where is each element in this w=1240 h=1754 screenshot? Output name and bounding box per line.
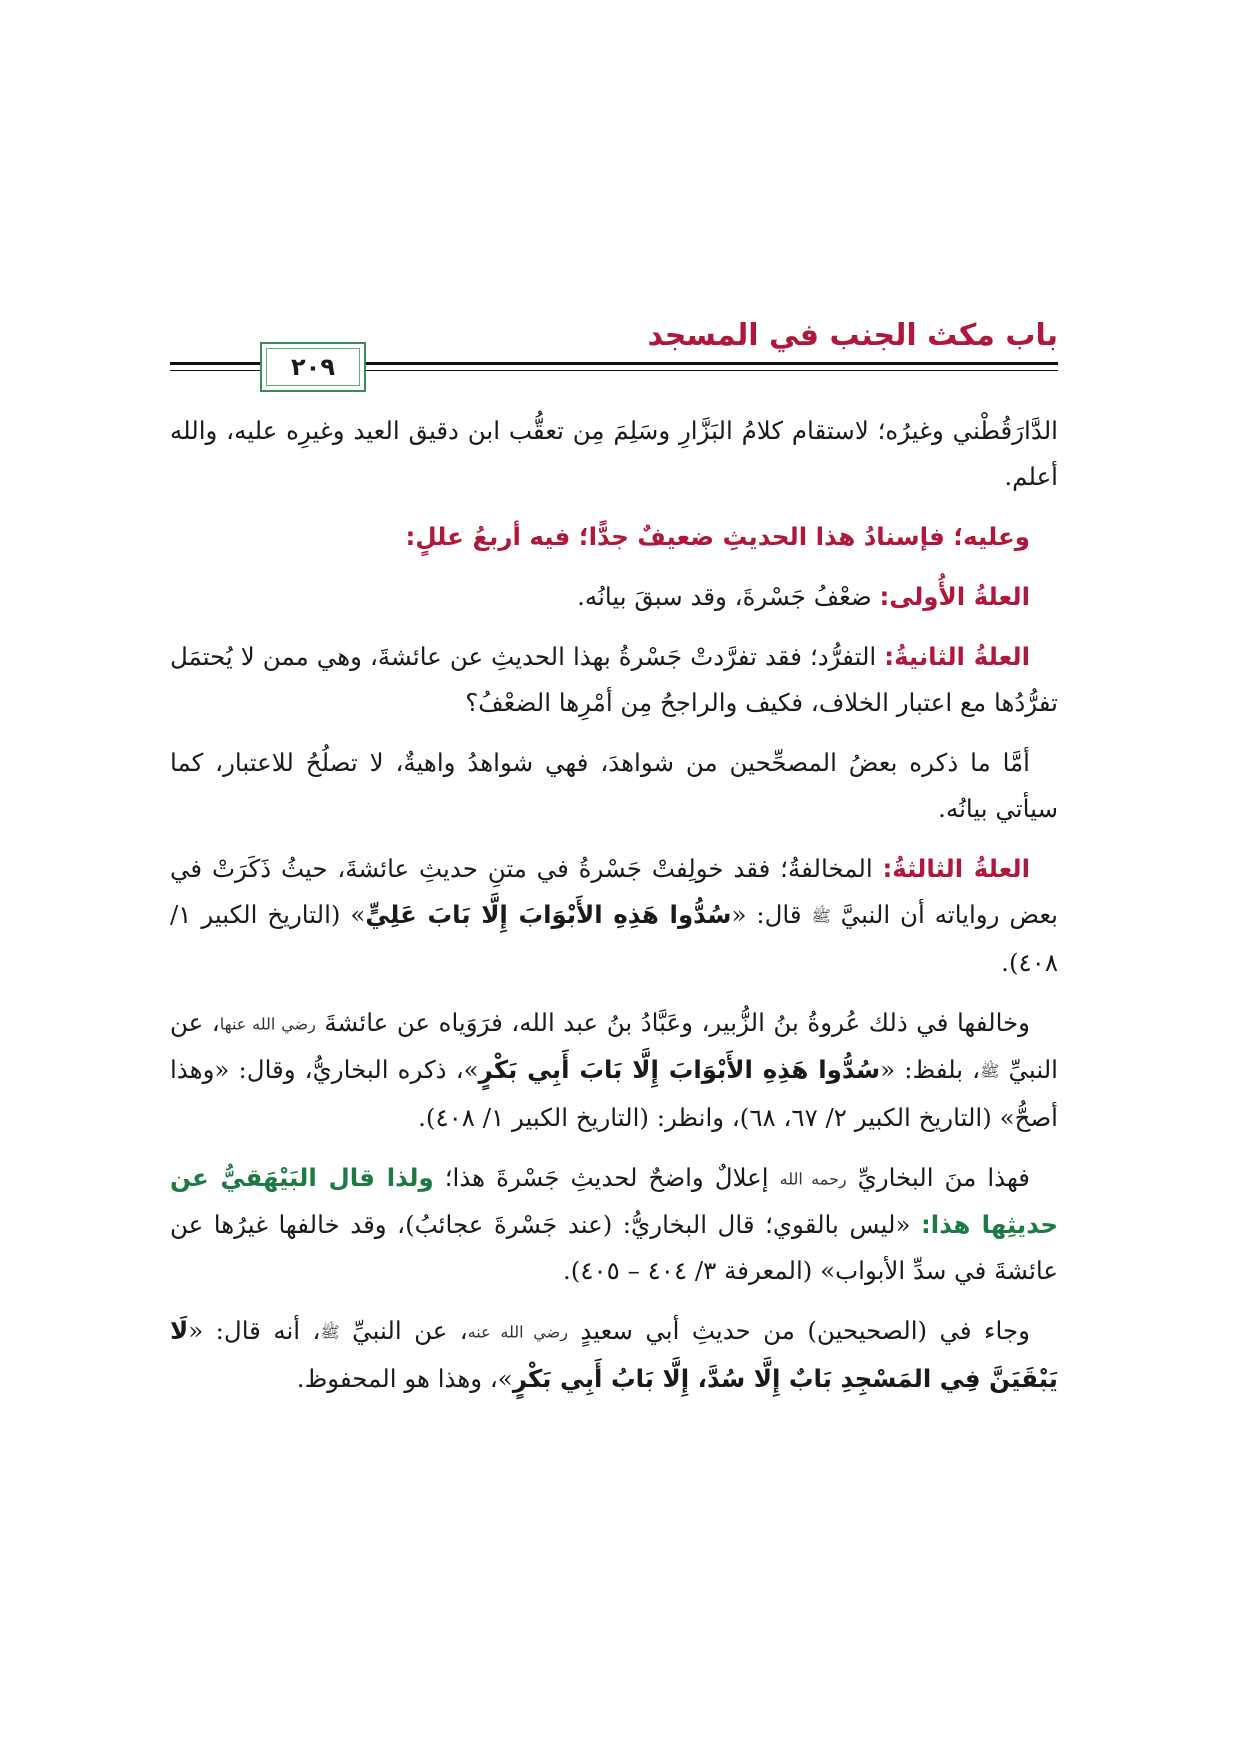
honorific-mark: رضي الله عنها [219, 1014, 316, 1033]
paragraph-text: قال: « [731, 900, 812, 929]
paragraph-text: إعلالٌ واضحٌ لحديثِ جَسْرةَ هذا؛ [433, 1162, 780, 1192]
cause-label: العلةُ الثالثةُ: [882, 854, 1030, 883]
paragraph-text: فهذا منَ البخاريِّ [846, 1162, 1031, 1192]
paragraph-text: »، وهذا هو المحفوظ. [296, 1363, 513, 1393]
paragraph-text: المخالفةُ؛ فقد خولِفتْ جَسْرةُ في متنِ حديثِ عائشةَ، حيثُ ذَكَرَتْ في بعض رواياته أن النبيَّ [170, 854, 1058, 929]
cause-label: العلةُ الثانيةُ: [884, 642, 1031, 671]
paragraph [170, 1155, 1058, 1295]
honorific-mark: ﷺ [320, 1322, 340, 1342]
paragraph-text: ، بلفظ: « [880, 1055, 981, 1084]
paragraph-text: وخالفها في ذلك عُروةُ بنُ الزُّبير، وعَبَّادُ بنُ عبد الله، فرَوَياه عن عائشةَ [315, 1007, 1031, 1037]
honorific-mark: رحمه الله [779, 1169, 847, 1188]
hadith-quote: لَا يَبْقَيَنَّ فِي المَسْجِدِ بَابٌ إِلَّا سُدَّ، إِلَّا بَابُ أَبِي بَكْرٍ [170, 1316, 1058, 1393]
paragraph-text: ، عن النبيِّ [170, 1007, 1058, 1084]
honorific-mark: ﷺ [980, 1061, 1000, 1081]
paragraph [170, 408, 1058, 500]
paragraph-text: »، ذكره البخاريُّ، وقال: «وهذا أصحُّ» (التاريخ الكبير ٢/ ٦٧، ٦٨)، وانظر: (التاريخ الكبير ١/ ٤٠٨). [170, 1055, 1058, 1132]
paragraph [170, 846, 1058, 986]
paragraph-text: ضعْفُ جَسْرةَ، وقد سبقَ بيانُه. [577, 582, 880, 611]
hadith-quote: سُدُّوا هَذِهِ الأَبْوَابَ إِلَّا بَابَ عَلِيٍّ [365, 900, 732, 929]
highlight-phrase: ولذا قال البَيْهَقيُّ عن حديثِها هذا: [170, 1162, 1058, 1239]
paragraph [170, 574, 1058, 620]
paragraph [170, 1000, 1058, 1141]
page-number-frame [260, 342, 366, 392]
paragraph [170, 740, 1058, 832]
page-header [170, 318, 1058, 388]
honorific-mark: ﷺ [811, 906, 831, 926]
paragraph-text: وجاء في (الصحيحين) من حديثِ أبي سعيدٍ [567, 1316, 1030, 1345]
paragraph-text: ، أنه قال: « [188, 1316, 321, 1345]
paragraph-text: أمَّا ما ذكره بعضُ المصحِّحين من شواهدَ، فهي شواهدُ واهيةٌ، لا تصلُحُ للاعتبار، كما سيأتي بيانُه. [170, 748, 1058, 823]
paragraph-text: » (التاريخ الكبير ١/ ٤٠٨). [170, 900, 1058, 977]
paragraph [170, 514, 1058, 560]
paragraph [170, 1308, 1058, 1402]
section-heading: وعليه؛ فإسنادُ هذا الحديثِ ضعيفٌ جدًّا؛ فيه أربعُ عللٍ: [405, 522, 1030, 551]
honorific-mark: رضي الله عنه [467, 1322, 568, 1342]
cause-label: العلةُ الأُولى: [879, 582, 1030, 611]
chapter-title: باب مكث الجنب في المسجد [647, 318, 1058, 353]
hadith-quote: سُدُّوا هَذِهِ الأَبْوَابَ إِلَّا بَابَ أَبِي بَكْرٍ [478, 1055, 881, 1084]
page-body [170, 408, 1058, 1416]
paragraph-text: «ليس بالقوي؛ قال البخاريُّ: (عند جَسْرةَ عجائبُ)، وقد خالفها غيرُها عن عائشةَ في سدِّ الأبواب» (المعرفة ٣/ ٤٠٤ – ٤٠٥). [170, 1210, 1058, 1285]
paragraph-text: ، عن النبيِّ [339, 1316, 468, 1345]
page-number: ٢٠٩ [291, 353, 335, 381]
paragraph-text: الدَّارَقُطْني وغيرُه؛ لاستقام كلامُ البَزَّارِ وسَلِمَ مِن تعقُّب ابن دقيق العيد وغيرِه عليه، والله أعلم. [170, 416, 1058, 491]
paragraph-text: التفرُّد؛ فقد تفرَّدتْ جَسْرةُ بهذا الحديثِ عن عائشةَ، وهي ممن لا يُحتمَل تفرُّدُها مع اعتبار الخلاف، فكيف والراجحُ مِن أمْرِها الضعْفُ؟ [170, 642, 1058, 717]
paragraph [170, 634, 1058, 726]
